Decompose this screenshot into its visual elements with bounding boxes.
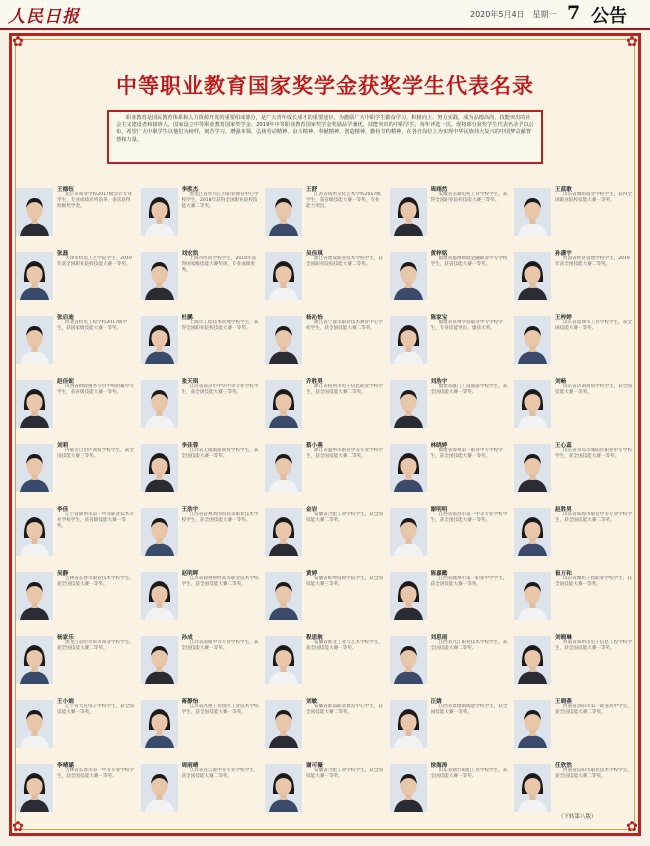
student-bio: 天津市机电工艺学院学生，2019年获全国职业院校技能大赛一等奖。 (57, 256, 132, 268)
student-card (263, 567, 386, 628)
student-bio: 江西省赣州市第一职业中学学生，获全国技能大赛一等奖。 (430, 576, 508, 588)
student-name: 王心蕊 (555, 443, 572, 449)
student-card (139, 375, 262, 436)
student-name: 孙成 (181, 635, 193, 641)
student-name: 李佳蓉 (181, 443, 199, 449)
student-card (263, 247, 386, 308)
student-card (388, 759, 511, 820)
student-name: 刘莉 (57, 443, 69, 449)
student-card (14, 183, 137, 244)
student-photo (514, 700, 551, 748)
student-photo (141, 380, 178, 428)
student-card (388, 375, 511, 436)
student-bio: 江苏省连云港中等专业学校学生，获全国技能大赛二等奖。 (181, 768, 259, 780)
student-name: 吴佳琪 (306, 251, 323, 257)
student-name: 金岩 (306, 507, 318, 513)
student-card (388, 567, 511, 628)
student-card (512, 759, 635, 820)
student-photo (265, 444, 302, 492)
student-card (263, 631, 386, 692)
student-grid (14, 183, 636, 823)
student-photo (16, 636, 53, 684)
student-bio: 江西省南昌市第一中等专业学校学生，获全国技能大赛一等奖。 (430, 512, 508, 524)
student-photo (390, 572, 427, 620)
student-bio: 福建省福州财政金融职业中专学校学生，获省技能大赛一等奖。 (430, 256, 508, 268)
corner-ornament-icon: ✿ (626, 34, 638, 50)
student-bio: 浙江省温州市职业中等专业学校学生，获全国技能大赛二等奖。 (306, 448, 383, 460)
student-name: 林晓婷 (430, 443, 448, 449)
student-photo (16, 252, 53, 300)
student-photo (265, 636, 302, 684)
student-bio: 山东省淄博市工业学校学生，获全国技能大赛一等奖。 (555, 320, 632, 332)
student-card (263, 695, 386, 756)
student-card (14, 503, 137, 564)
student-bio: 辽宁省大连电子学校学生，获全国技能大赛一等奖。 (57, 704, 134, 716)
student-name: 王梓婷 (555, 315, 572, 321)
intro-paragraph: 职业教育是国民教育体系和人力资源开发的重要组成部分，是广大青年成长成才的重要途径。为激励广大中职学生勤奋学习、积极向上、努力实践，成为品德高尚、技能突出的社会主义建设者和接班人，国家设立中等职业教育国家奖学金。2019年中等职业教育国家奖学金奖励品学兼优、技能突出的中职学生，每年评选一次。现将部分获奖学生代表名录予以公布，希望广大中职学生以他们为榜样，刻苦学习，增强本领，弘扬劳动精神、奋斗精神、奉献精神、创造精神、勤俭节约精神，在各自岗位上为实现中华民族伟大复兴的中国梦贡献智慧和力量。 (107, 110, 543, 164)
student-name: 李佳 (57, 507, 69, 513)
student-bio: 河北省机电工程学校2017级学生，获国家级技能大赛一等奖。 (57, 320, 128, 332)
student-bio: 江苏省扬州文化艺术学校2017级学生，获省级技能大赛一等奖，专业能力突出。 (306, 192, 381, 210)
student-bio: 山西省财政税务专科学校附属中专学生，获省级技能大赛一等奖。 (57, 384, 134, 396)
student-name: 刘晓琳 (555, 635, 572, 641)
student-name: 刘思雨 (430, 635, 448, 641)
student-photo (141, 444, 178, 492)
student-card (388, 247, 511, 308)
student-card (14, 247, 137, 308)
student-card (388, 439, 511, 500)
student-bio: 安徽省合肥工业学校学生，获全国技能大赛一等奖。 (306, 768, 383, 780)
student-photo (265, 572, 302, 620)
student-name: 陈嘉懿 (430, 571, 448, 577)
student-name: 张天琪 (181, 379, 199, 385)
student-photo (16, 764, 53, 812)
student-photo (514, 636, 551, 684)
student-photo (16, 700, 53, 748)
student-bio: 福建省漳州第一职业中专学校学生，获全国技能大赛一等奖。 (430, 448, 503, 460)
student-bio: 上海市医药学校学生，2018年获得国家级技能大赛奖项，专业成绩优秀。 (181, 256, 257, 274)
student-photo (16, 572, 53, 620)
student-photo (141, 572, 178, 620)
student-bio: 山东省烟台船舶工业学校学生，获全国技能大赛一等奖。 (430, 768, 508, 780)
student-photo (265, 380, 302, 428)
student-photo (141, 316, 178, 364)
student-photo (390, 444, 427, 492)
section-label: 公告 (591, 6, 627, 27)
student-name: 周翊然 (430, 187, 448, 193)
student-card (139, 631, 262, 692)
student-card (512, 631, 635, 692)
student-card (14, 631, 137, 692)
student-photo (265, 764, 302, 812)
student-name: 汪婧 (430, 699, 442, 705)
masthead (0, 0, 650, 30)
student-photo (16, 508, 53, 556)
student-name: 刘浩宇 (430, 379, 448, 385)
student-name: 孙潇宇 (555, 251, 572, 257)
student-card (388, 311, 511, 372)
student-photo (514, 316, 551, 364)
student-name: 刘敏 (306, 699, 318, 705)
student-bio: 福建省泉州华侨职业中专学校学生，专业技能突出，屡获大奖。 (430, 320, 503, 332)
corner-ornament-icon: ✿ (12, 34, 24, 50)
student-card (263, 183, 386, 244)
student-name: 赵明晖 (181, 571, 199, 577)
student-bio: 江苏省南通中等专业学校学生，获全国技能大赛一等奖。 (181, 640, 259, 652)
student-name: 王蓝歌 (555, 187, 572, 193)
student-name: 谢明明 (430, 507, 448, 513)
student-bio: 福建省厦门工商旅游学校学生，获全国技能大赛一等奖。 (430, 384, 508, 396)
student-card (512, 311, 635, 372)
student-name: 吴静 (57, 571, 69, 577)
student-bio: 吉林省长春市职业技术学校学生，获全国技能大赛一等奖。 (57, 576, 134, 588)
student-bio: 山东省青岛市城阳区职业中专学校学生，获全国技能大赛一等奖。 (555, 448, 632, 460)
student-card (263, 375, 386, 436)
student-card (263, 503, 386, 564)
student-card (388, 695, 511, 756)
newspaper-logo: 人民日报 (8, 7, 80, 27)
student-bio: 浙江省建设职业技术学校学生，获全国职业院校技能大赛二等奖。 (306, 256, 383, 268)
student-photo (141, 252, 178, 300)
student-photo (265, 188, 302, 236)
student-card (14, 439, 137, 500)
student-bio: 内蒙古自治区商贸学校学生，获全国技能大赛三等奖。 (57, 448, 134, 460)
student-card (512, 439, 635, 500)
student-photo (514, 508, 551, 556)
student-name: 刘畅 (555, 379, 567, 385)
student-photo (265, 508, 302, 556)
student-card (388, 503, 511, 564)
student-card (388, 631, 511, 692)
student-card (14, 759, 137, 820)
student-photo (514, 572, 551, 620)
student-photo (16, 444, 53, 492)
student-bio: 江苏省无锡旅游商贸学校学生，获全国技能大赛一等奖。 (181, 448, 259, 460)
student-bio: 江苏省徐州财经高等职业技术学校学生，获全国技能大赛二等奖。 (181, 576, 259, 588)
student-name: 崔万和 (555, 571, 572, 577)
student-card (512, 567, 635, 628)
student-bio: 江西省九江职业技术学校学生，获全国技能大赛二等奖。 (430, 640, 508, 652)
student-card (139, 695, 262, 756)
student-card (139, 503, 262, 564)
student-bio: 江苏省常州刘国钧高等职业技术学校学生，获全国技能大赛一等奖。 (181, 512, 259, 524)
student-bio: 黑龙江省牡丹江市职业教育中心学校学生，2018年获得全国职业院校技能大赛二等奖。 (181, 192, 259, 210)
student-bio: 江西省景德镇陶瓷学校学生，获全国技能大赛一等奖。 (430, 704, 508, 716)
student-photo (514, 252, 551, 300)
student-card (263, 439, 386, 500)
student-name: 徐海涛 (430, 763, 448, 769)
student-name: 谢可薇 (306, 763, 323, 769)
student-bio: 北京市商业学校2017级会计专业学生，专业成绩名列前茅，多次获得校级奖学金。 (57, 192, 132, 210)
student-photo (390, 316, 427, 364)
student-card (14, 567, 137, 628)
student-card (139, 311, 262, 372)
student-name: 张启迪 (57, 315, 74, 321)
student-photo (390, 508, 427, 556)
student-photo (390, 700, 427, 748)
student-bio: 江苏省南京市中华中等专业学校学生，获全国技能大赛三等奖。 (181, 384, 259, 396)
student-name: 杜鹏 (181, 315, 193, 321)
student-photo (141, 508, 178, 556)
student-name: 黄婷 (306, 571, 318, 577)
student-card (512, 503, 635, 564)
student-name: 刘宏凯 (181, 251, 199, 257)
corner-ornament-icon: ✿ (626, 819, 638, 835)
student-card (512, 183, 635, 244)
student-photo (16, 316, 53, 364)
student-card (139, 247, 262, 308)
student-name: 李胜杰 (181, 187, 199, 193)
student-name: 蒋静怡 (181, 699, 199, 705)
student-card (14, 311, 137, 372)
student-bio: 河南省郑州市电子信息工程学校学生，获全国技能大赛一等奖。 (555, 640, 632, 652)
student-card (263, 759, 386, 820)
student-card (512, 247, 635, 308)
student-card (139, 759, 262, 820)
student-name: 黄梓铭 (430, 251, 448, 257)
continued-note: （下转第八版） (558, 814, 597, 820)
student-photo (390, 764, 427, 812)
student-photo (390, 636, 427, 684)
student-photo (141, 636, 178, 684)
student-name: 王小娟 (57, 699, 74, 705)
student-bio: 河南省信阳市职业技术学校学生，获全国技能大赛二等奖。 (555, 768, 632, 780)
student-name: 赵胜男 (555, 507, 572, 513)
student-card (139, 183, 262, 244)
student-bio: 浙江省宁波市职业技术教育中心学校学生，获全国技能大赛二等奖。 (306, 320, 383, 332)
student-name: 杨沁怡 (306, 315, 323, 321)
student-photo (514, 188, 551, 236)
student-photo (390, 380, 427, 428)
student-name: 赵佳妮 (57, 379, 74, 385)
student-name: 张磊 (57, 251, 69, 257)
student-bio: 上海市工程技术管理学校学生，获得全国职业院校技能大赛一等奖。 (181, 320, 259, 332)
student-photo (514, 380, 551, 428)
student-card (139, 439, 262, 500)
student-card (139, 567, 262, 628)
student-name: 周雨晴 (181, 763, 199, 769)
student-name: 陈家宝 (430, 315, 448, 321)
page-title: 中等职业教育国家奖学金获奖学生代表名录 (116, 73, 534, 98)
student-bio: 安徽省淮南职业教育中心学生，获全国技能大赛二等奖。 (306, 704, 383, 716)
student-card (263, 311, 386, 372)
student-bio: 浙江省杭州市电子信息职业学校学生，获全国技能大赛二等奖。 (306, 384, 383, 396)
student-name: 王浩宇 (181, 507, 199, 513)
student-name: 乔胜男 (306, 379, 323, 385)
student-photo (141, 700, 178, 748)
student-bio: 山东省潍坊商业学校学生，获得全国职业院校技能大赛一等奖。 (555, 192, 632, 204)
student-photo (514, 444, 551, 492)
student-bio: 安徽省合肥工业学校学生，获全国技能大赛二等奖。 (306, 512, 383, 524)
student-photo (265, 316, 302, 364)
student-name: 王舒 (306, 187, 318, 193)
student-bio: 黑龙江省哈尔滨市商业学校学生，获全国技能大赛二等奖。 (57, 640, 134, 652)
student-name: 任欣然 (555, 763, 572, 769)
student-bio: 河南省洛阳市第一职业高中学生，获全国技能大赛二等奖。 (555, 704, 632, 716)
student-bio: 安徽省芜湖电机工业学校学生，获得全国职业院校技能大赛三等奖。 (430, 192, 508, 204)
student-name: 杨家乐 (57, 635, 74, 641)
student-photo (141, 764, 178, 812)
student-card (14, 695, 137, 756)
student-photo (514, 764, 551, 812)
student-photo (390, 252, 427, 300)
student-photo (141, 188, 178, 236)
student-photo (16, 380, 53, 428)
student-bio: 山东省潍坊工程职业学校学生，获全国技能大赛一等奖。 (555, 576, 632, 588)
student-photo (390, 188, 427, 236)
issue-date: 2020年5月4日 星期一 (470, 10, 557, 19)
student-bio: 吉林省长春市第一中等专业学校学生，获全国技能大赛一等奖。 (57, 768, 134, 780)
student-name: 王德钰 (57, 187, 74, 193)
student-card (388, 183, 511, 244)
corner-ornament-icon: ✿ (12, 819, 24, 835)
student-bio: 山东省威海市职业中等专业学校学生，获全国技能大赛二等奖。 (555, 512, 632, 524)
student-name: 王晓燕 (555, 699, 572, 705)
page-number: 7 (567, 2, 581, 24)
student-name: 程思航 (306, 635, 323, 641)
student-card (512, 375, 635, 436)
student-card (512, 695, 635, 756)
student-bio: 河南省经济管理学校学生，2019年获全国技能大赛二等奖。 (555, 256, 630, 268)
student-bio: 安徽省蚌埠技师学院学生，获全国技能大赛三等奖。 (306, 576, 383, 588)
student-photo (265, 700, 302, 748)
student-bio: 山东省济南商贸学校学生，获全国技能大赛一等奖。 (555, 384, 632, 396)
student-bio: 辽宁省锦州市第一中等职业技术专业学校学生，获省级技能大赛一等奖。 (57, 512, 134, 530)
student-card (14, 375, 137, 436)
student-name: 蔡小燕 (306, 443, 323, 449)
student-photo (16, 188, 53, 236)
student-photo (265, 252, 302, 300)
student-bio: 安徽省淮北工业与艺术学校学生，获全国技能大赛一等奖。 (306, 640, 383, 652)
student-name: 李晴涵 (57, 763, 74, 769)
student-bio: 江苏省苏州工业园区工业技术学校学生，获全国技能大赛一等奖。 (181, 704, 259, 716)
